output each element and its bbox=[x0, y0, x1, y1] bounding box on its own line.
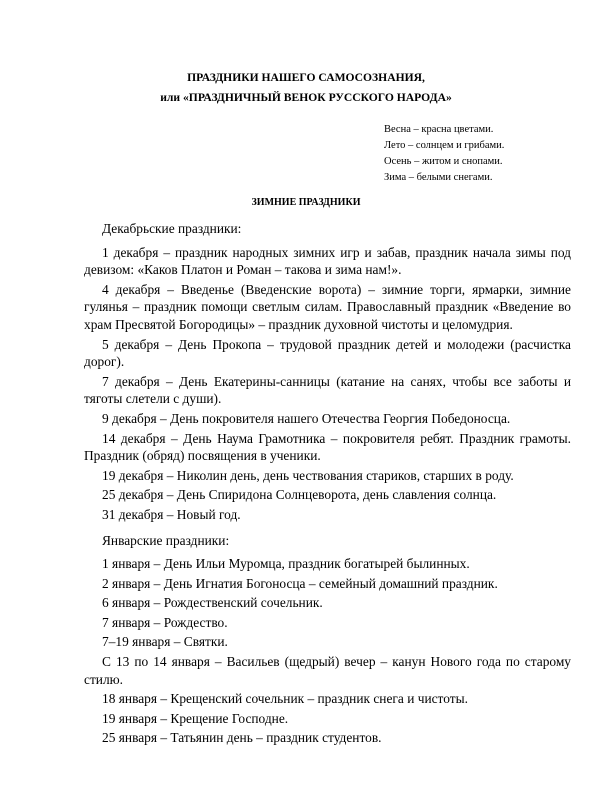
list-item: 31 декабря – Новый год. bbox=[102, 506, 241, 522]
list-item: С 13 по 14 января – Васильев (щедрый) вечер – канун Нового года по старому стилю. bbox=[84, 654, 571, 687]
epigraph-line: Зима – белыми снегами. bbox=[384, 172, 493, 183]
january-heading: Январские праздники: bbox=[102, 532, 230, 548]
list-item: 18 января – Крещенский сочельник – праздник снега и чистоты. bbox=[102, 691, 468, 707]
list-item: 4 декабря – Введенье (Введенские ворота) – зимние торги, ярмарки, зимние гулянья – праздник помощи светлым силам. Православный праздник «Введение во храм Пресвятой Богородицы» – праздник духовной чистоты и целомудрия. bbox=[84, 281, 571, 332]
list-item: 19 января – Крещение Господне. bbox=[102, 710, 289, 726]
list-item: 14 декабря – День Наума Грамотника – покровителя ребят. Праздник грамоты. Праздник (обряд) посвящения в ученики. bbox=[84, 430, 571, 464]
list-item: 9 декабря – День покровителя нашего Отечества Георгия Победоносца. bbox=[102, 410, 511, 426]
section-title: ЗИМНИЕ ПРАЗДНИКИ bbox=[251, 197, 361, 208]
list-item: 2 января – День Игнатия Богоносца – семейный домашний праздник. bbox=[102, 575, 498, 591]
document-title-line-2: или «ПРАЗДНИЧНЫЙ ВЕНОК РУССКОГО НАРОДА» bbox=[160, 91, 452, 104]
list-item: 1 декабря – праздник народных зимних игр и забав, праздник начала зимы под девизом: «Каков Платон и Роман – такова и зима нам!». bbox=[84, 244, 571, 278]
december-heading: Декабрьские праздники: bbox=[102, 221, 242, 236]
document-title-line-1: ПРАЗДНИКИ НАШЕГО САМОСОЗНАНИЯ, bbox=[187, 71, 425, 84]
list-item: 5 декабря – День Прокопа – трудовой праздник детей и молодежи (расчистка дорог). bbox=[84, 336, 571, 370]
list-item: 1 января – День Ильи Муромца, праздник богатырей былинных. bbox=[102, 556, 470, 572]
epigraph-line: Весна – красна цветами. bbox=[384, 124, 494, 135]
list-item: 25 января – Татьянин день – праздник студентов. bbox=[102, 730, 382, 746]
list-item: 6 января – Рождественский сочельник. bbox=[102, 595, 323, 611]
list-item: 7 декабря – День Екатерины-санницы (катание на санях, чтобы все заботы и тяготы слетели с души). bbox=[84, 373, 571, 407]
epigraph bbox=[384, 122, 504, 186]
holiday-list bbox=[84, 220, 571, 749]
list-item: 25 декабря – День Спиридона Солнцеворота, день славления солнца. bbox=[102, 487, 497, 503]
list-item: 7–19 января – Святки. bbox=[102, 634, 228, 650]
epigraph-line: Лето – солнцем и грибами. bbox=[384, 140, 505, 151]
list-item: 19 декабря – Николин день, день чествования стариков, старших в роду. bbox=[102, 467, 514, 483]
list-item: 7 января – Рождество. bbox=[102, 614, 228, 630]
epigraph-line: Осень – житом и снопами. bbox=[384, 156, 503, 167]
